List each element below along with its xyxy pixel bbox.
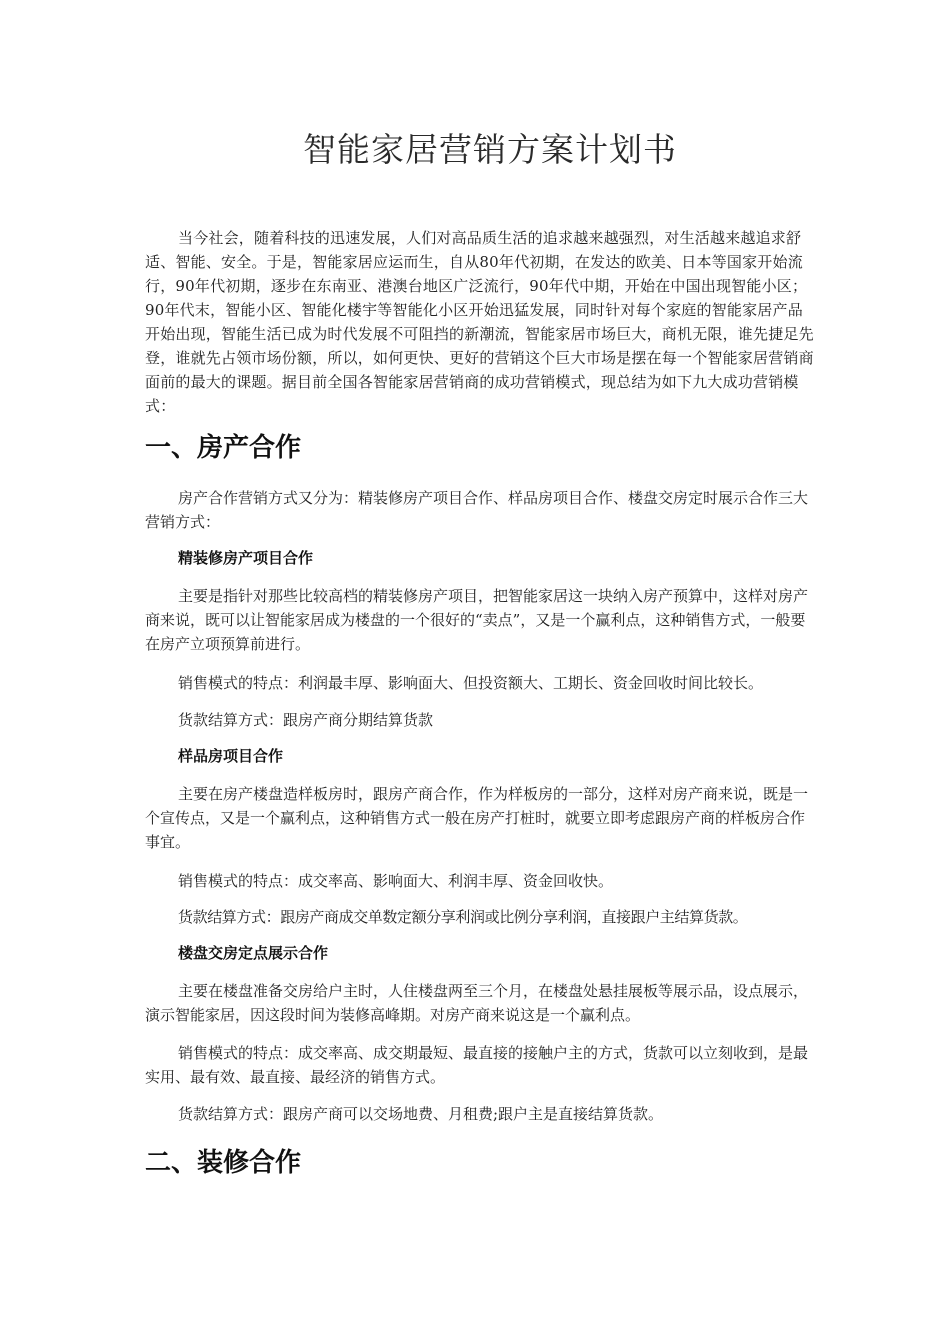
section-2-heading: 二、装修合作	[145, 1148, 302, 1178]
section-1-intro-block	[145, 486, 815, 534]
subsection-1-2-p3-block	[145, 905, 815, 929]
intro-paragraph: 当今社会，随着科技的迅速发展，人们对高品质生活的追求越来越强烈，对生活越来越追求舒适、智能、安全。于是，智能家居应运而生，自从80年代初期，在发达的欧美、日本等国家开始流行，90年代初期，逐步在东南亚、港澳台地区广泛流行，90年代中期，开始在中国出现智能小区；90年代末，智能小区、智能化楼宇等智能化小区开始迅猛发展，同时针对每个家庭的智能家居产品开始出现，智能生活已成为时代发展不可阻挡的新潮流，智能家居市场巨大，商机无限，谁先捷足先登，谁就先占领市场份额，所以，如何更快、更好的营销这个巨大市场是摆在每一个智能家居营销商面前的最大的课题。据目前全国各智能家居营销商的成功营销模式，现总结为如下九大成功营销模式：	[145, 229, 814, 415]
section-1	[145, 430, 815, 466]
subsection-1-3	[145, 941, 815, 965]
subsection-1-2-paragraph-2: 销售模式的特点：成交率高、影响面大、利润丰厚、资金回收快。	[178, 872, 614, 890]
section-2	[145, 1145, 815, 1181]
subsection-1-3-paragraph-1: 主要在楼盘准备交房给户主时，人住楼盘两至三个月，在楼盘处悬挂展板等展示品，设点展示，演示智能家居，因这段时间为装修高峰期。对房产商来说这是一个赢利点。	[145, 982, 809, 1024]
subsection-1-1-p3-block	[145, 708, 815, 732]
subsection-1-2-p2-block	[145, 869, 815, 893]
subsection-1-3-p2-block	[145, 1041, 815, 1089]
subsection-1-2	[145, 744, 815, 768]
subsection-1-2-paragraph-3: 货款结算方式：跟房产商成交单数定额分享利润或比例分享利润，直接跟户主结算货款。	[178, 908, 748, 926]
section-1-intro: 房产合作营销方式又分为：精装修房产项目合作、样品房项目合作、楼盘交房定时展示合作三大营销方式：	[145, 489, 809, 531]
subsection-1-1-paragraph-1: 主要是指针对那些比较高档的精装修房产项目，把智能家居这一块纳入房产预算中，这样对房产商来说，既可以让智能家居成为楼盘的一个很好的“卖点”，又是一个赢利点，这种销售方式，一般要在房产立项预算前进行。	[145, 587, 809, 653]
subsection-1-2-heading: 样品房项目合作	[178, 747, 284, 765]
subsection-1-3-heading: 楼盘交房定点展示合作	[178, 944, 329, 962]
intro-block	[145, 226, 815, 418]
subsection-1-1-p1-block	[145, 584, 815, 656]
document-title: 智能家居营销方案计划书	[303, 130, 677, 169]
subsection-1-1-paragraph-2: 销售模式的特点：利润最丰厚、影响面大、但投资额大、工期长、资金回收时间比较长。	[178, 674, 764, 692]
section-1-heading: 一、房产合作	[145, 433, 302, 463]
subsection-1-3-p1-block	[145, 979, 815, 1027]
subsection-1-3-paragraph-2: 销售模式的特点：成交率高、成交期最短、最直接的接触户主的方式，货款可以立刻收到，是最实用、最有效、最直接、最经济的销售方式。	[145, 1044, 809, 1086]
subsection-1-1-heading: 精装修房产项目合作	[178, 549, 314, 567]
subsection-1-3-p3-block	[145, 1102, 815, 1126]
subsection-1-3-paragraph-3: 货款结算方式：跟房产商可以交场地费、月租费;跟户主是直接结算货款。	[178, 1105, 664, 1123]
subsection-1-2-p1-block	[145, 782, 815, 854]
subsection-1-1-paragraph-3: 货款结算方式：跟房产商分期结算货款	[178, 711, 434, 729]
subsection-1-1-p2-block	[145, 671, 815, 695]
subsection-1-2-paragraph-1: 主要在房产楼盘造样板房时，跟房产商合作，作为样板房的一部分，这样对房产商来说，既是一个宣传点，又是一个赢利点，这种销售方式一般在房产打桩时，就要立即考虑跟房产商的样板房合作事宜。	[145, 785, 809, 851]
subsection-1-1	[145, 546, 815, 570]
